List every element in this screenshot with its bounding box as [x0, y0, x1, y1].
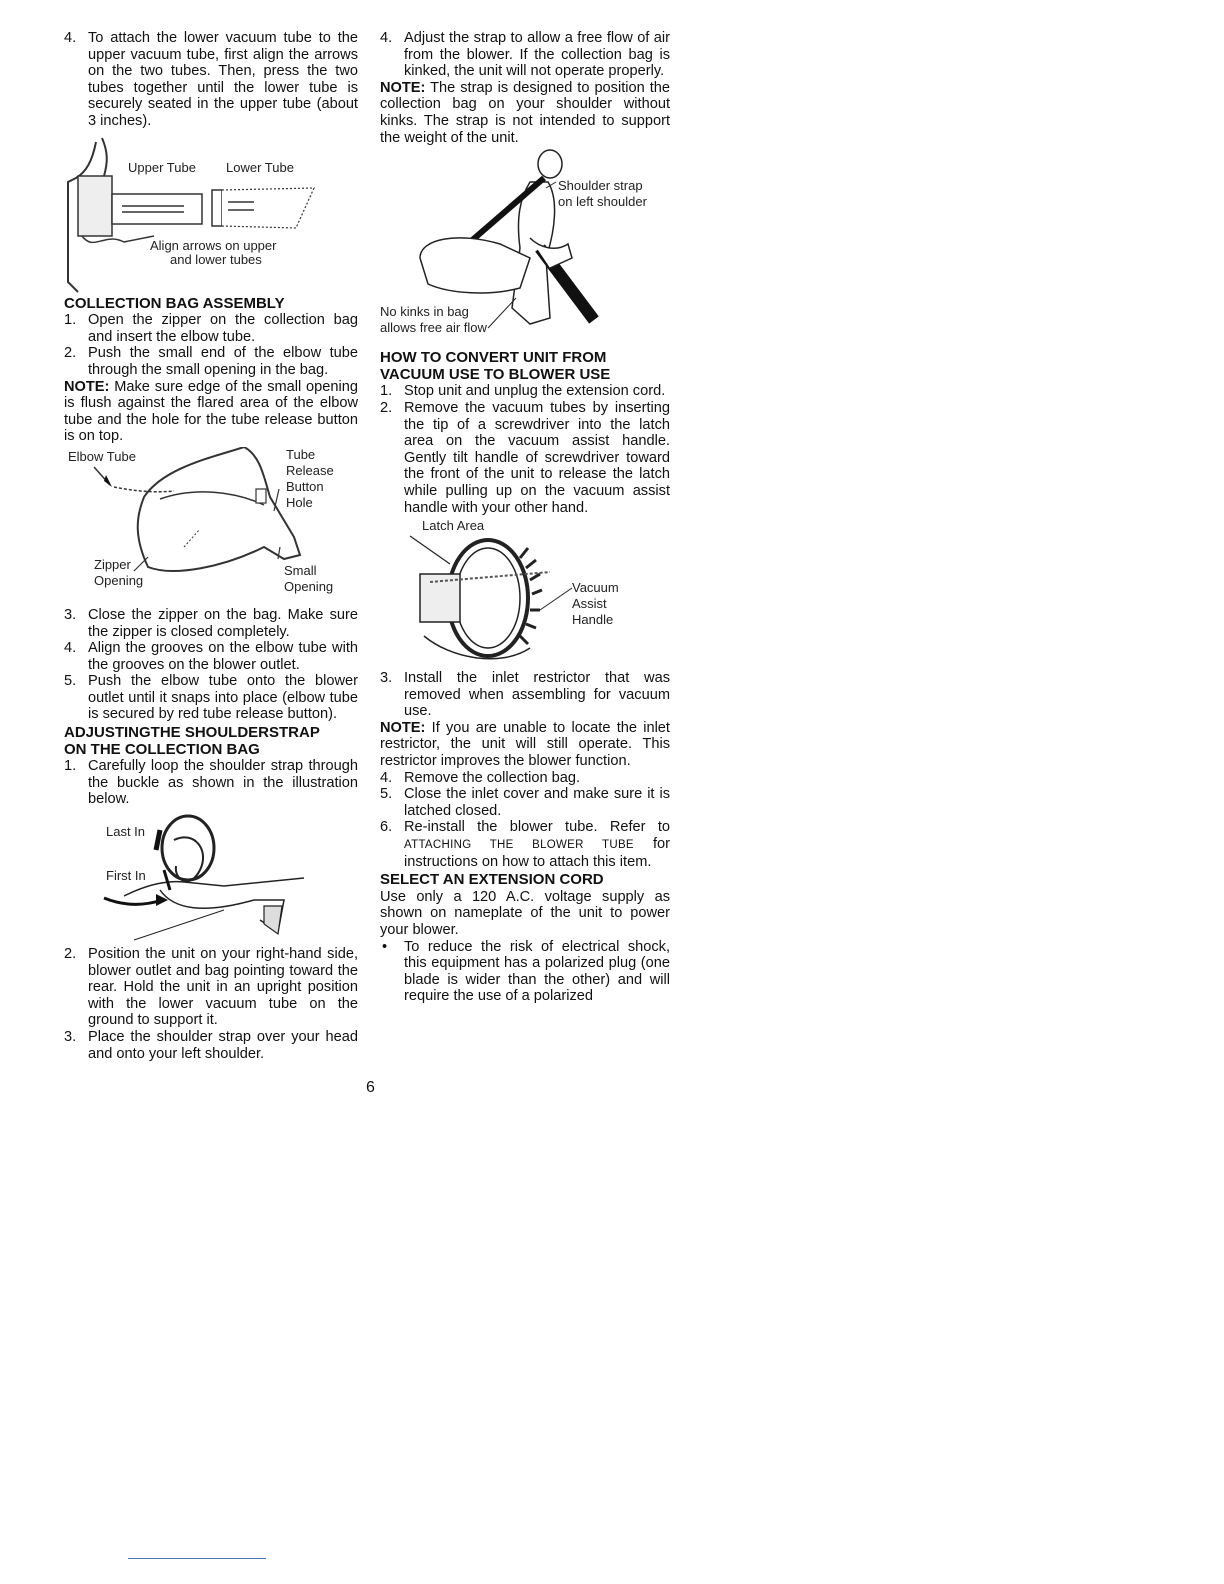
step-push-elbow-outlet [64, 673, 358, 723]
step-number: 2. [380, 399, 393, 416]
label-shoulder-strap: Shoulder strap [558, 178, 643, 194]
step-remove-tubes [380, 400, 670, 516]
note-small-opening [64, 379, 358, 445]
step-stop-unit [380, 383, 670, 400]
label-last-in: Last In [106, 824, 146, 840]
bullet-mark: • [382, 938, 388, 955]
step-text: Remove the vacuum tubes by inserting the tip of a screwdriver into the latch area on the vacuum assist handle. Gently tilt handle of screwdriver toward the front of the unit to release the latch while pulling up on the vacuum assist handle with your other hand. [404, 399, 670, 516]
buckle-illustration [64, 810, 358, 944]
label-elbow-tube: Elbow Tube [68, 448, 136, 464]
heading-convert-1: HOW TO CONVERT UNIT FROM [380, 349, 607, 367]
label-zipper: Zipper [94, 556, 131, 572]
note-restrictor [380, 720, 670, 770]
step-text-part: for instructions on how to attach this item. [404, 836, 671, 870]
label-vacuum: Vacuum [572, 580, 619, 596]
step-text: Close the inlet cover and make sure it is latched closed. [404, 786, 670, 819]
step-position-unit [64, 946, 358, 1029]
note-label: NOTE: [64, 378, 110, 395]
step-attach-lower-tube [64, 30, 358, 130]
step-number: 5. [64, 673, 77, 690]
step-text: Carefully loop the shoulder strap through the buckle as shown in the illustration below. [88, 758, 358, 808]
note-text: Make sure edge of the small opening is flush against the flared area of the elbow tube and the hole for the tube release button is on top. [64, 378, 359, 445]
step-number: 4. [64, 30, 77, 46]
step-push-elbow [64, 345, 358, 378]
label-left-shoulder: on left shoulder [558, 194, 647, 210]
step-number: 4. [380, 30, 393, 46]
bottom-rule [128, 1558, 266, 1559]
step-reinstall-tube [380, 819, 670, 870]
heading-shoulder-strap-1: ADJUSTINGTHE SHOULDERSTRAP [64, 724, 320, 742]
step-open-zipper [64, 312, 358, 345]
note-text: If you are unable to locate the inlet restrictor, the unit will still operate. This restrictor improves the blower function. [380, 719, 670, 770]
step-text: Align the grooves on the elbow tube with the grooves on the blower outlet. [88, 640, 358, 673]
label-free-air-flow: allows free air flow [380, 320, 487, 336]
step-number: 4. [64, 640, 77, 657]
step-text: Place the shoulder strap over your head and onto your left shoulder. [88, 1029, 358, 1062]
step-number: 5. [380, 786, 393, 803]
step-close-inlet [380, 786, 670, 819]
heading-convert-2: VACUUM USE TO BLOWER USE [380, 365, 611, 383]
step-number: 4. [380, 769, 393, 786]
step-number: 1. [64, 758, 77, 775]
step-text: Remove the collection bag. [404, 769, 581, 786]
bullet-text: To reduce the risk of electrical shock, this equipment has a polarized plug (one blade is wider than the other) and will require the use of a polarized [404, 938, 670, 1005]
label-align-2: and lower tubes [170, 251, 262, 267]
heading-collection-bag: COLLECTION BAG ASSEMBLY [64, 294, 285, 312]
bullet-polarized-plug [380, 939, 670, 1005]
step-adjust-strap [380, 30, 670, 80]
person-illustration [380, 148, 670, 348]
heading-shoulder-strap-2: ON THE COLLECTION BAG [64, 740, 260, 758]
label-no-kinks: No kinks in bag [380, 304, 469, 320]
step-text: Close the zipper on the bag. Make sure the zipper is closed completely. [88, 606, 358, 640]
step-text: Stop unit and unplug the extension cord. [404, 383, 666, 400]
label-first-in: First In [106, 868, 146, 884]
latch-illustration [380, 518, 670, 668]
note-label: NOTE: [380, 79, 426, 96]
step-number: 1. [380, 383, 393, 400]
label-assist: Assist [572, 596, 607, 612]
step-number: 1. [64, 312, 77, 329]
label-lower-tube: Lower Tube [226, 159, 294, 175]
step-text: Adjust the strap to allow a free flow of air from the blower. If the collection bag is kinked, the unit will not operate properly. [404, 30, 670, 80]
step-install-restrictor [380, 670, 670, 720]
right-column [380, 30, 670, 1005]
cross-reference: ATTACHING THE BLOWER TUBE [404, 839, 634, 852]
label-align-1: Align arrows on upper [150, 237, 277, 253]
step-align-grooves [64, 640, 358, 673]
label-zipper-opening: Opening [94, 572, 144, 588]
left-column [64, 30, 358, 1062]
step-text: Open the zipper on the collection bag and insert the elbow tube. [88, 312, 358, 345]
note-label: NOTE: [380, 719, 426, 736]
step-loop-strap [64, 758, 358, 808]
tubes-illustration [64, 132, 358, 294]
step-text: Install the inlet restrictor that was removed when assembling for vacuum use. [404, 670, 670, 720]
label-hole: Hole [286, 494, 313, 510]
label-small-opening: Opening [284, 578, 334, 594]
step-text: To attach the lower vacuum tube to the upper vacuum tube, first align the arrows on the two tubes. Then, press the two tubes together until the lower tube is securely seated in the upper tube (about 3 inches). [88, 30, 358, 129]
extension-paragraph: Use only a 120 A.C. voltage supply as shown on nameplate of the unit to power your blower. [380, 888, 670, 938]
latch-drawing [380, 518, 670, 668]
heading-extension-cord: SELECT AN EXTENSION CORD [380, 871, 604, 889]
step-number: 3. [64, 606, 77, 623]
label-latch-area: Latch Area [422, 518, 485, 534]
step-number: 2. [64, 345, 77, 362]
label-tube: Tube [286, 446, 316, 462]
label-button: Button [286, 478, 324, 494]
note-text: The strap is designed to position the collection bag on your shoulder without kinks. The strap is not intended to support the weight of the unit. [380, 79, 670, 146]
step-text: Position the unit on your right-hand side, blower outlet and bag pointing toward the rear. Hold the unit in an upright position with the lower vacuum tube on the ground to support it. [88, 946, 358, 1029]
step-number: 3. [64, 1029, 77, 1045]
label-release: Release [286, 462, 334, 478]
step-number: 2. [64, 946, 77, 963]
step-text-part: Re-install the blower tube. Refer to [404, 819, 670, 836]
tubes-drawing [64, 132, 358, 294]
step-place-strap [64, 1029, 358, 1062]
label-small: Small [284, 562, 317, 578]
label-upper-tube: Upper Tube [128, 159, 196, 175]
step-text [404, 819, 670, 870]
step-text: Push the elbow tube onto the blower outlet until it snaps into place (elbow tube is secured by red tube release button). [88, 673, 358, 723]
step-close-zipper [64, 607, 358, 640]
note-strap [380, 80, 670, 146]
page-number: 6 [366, 1079, 375, 1096]
step-number: 6. [380, 819, 393, 836]
step-text: Push the small end of the elbow tube through the small opening in the bag. [88, 345, 358, 378]
step-number: 3. [380, 670, 393, 687]
label-handle: Handle [572, 612, 614, 628]
bag-illustration [64, 447, 358, 605]
step-remove-bag [380, 770, 670, 787]
